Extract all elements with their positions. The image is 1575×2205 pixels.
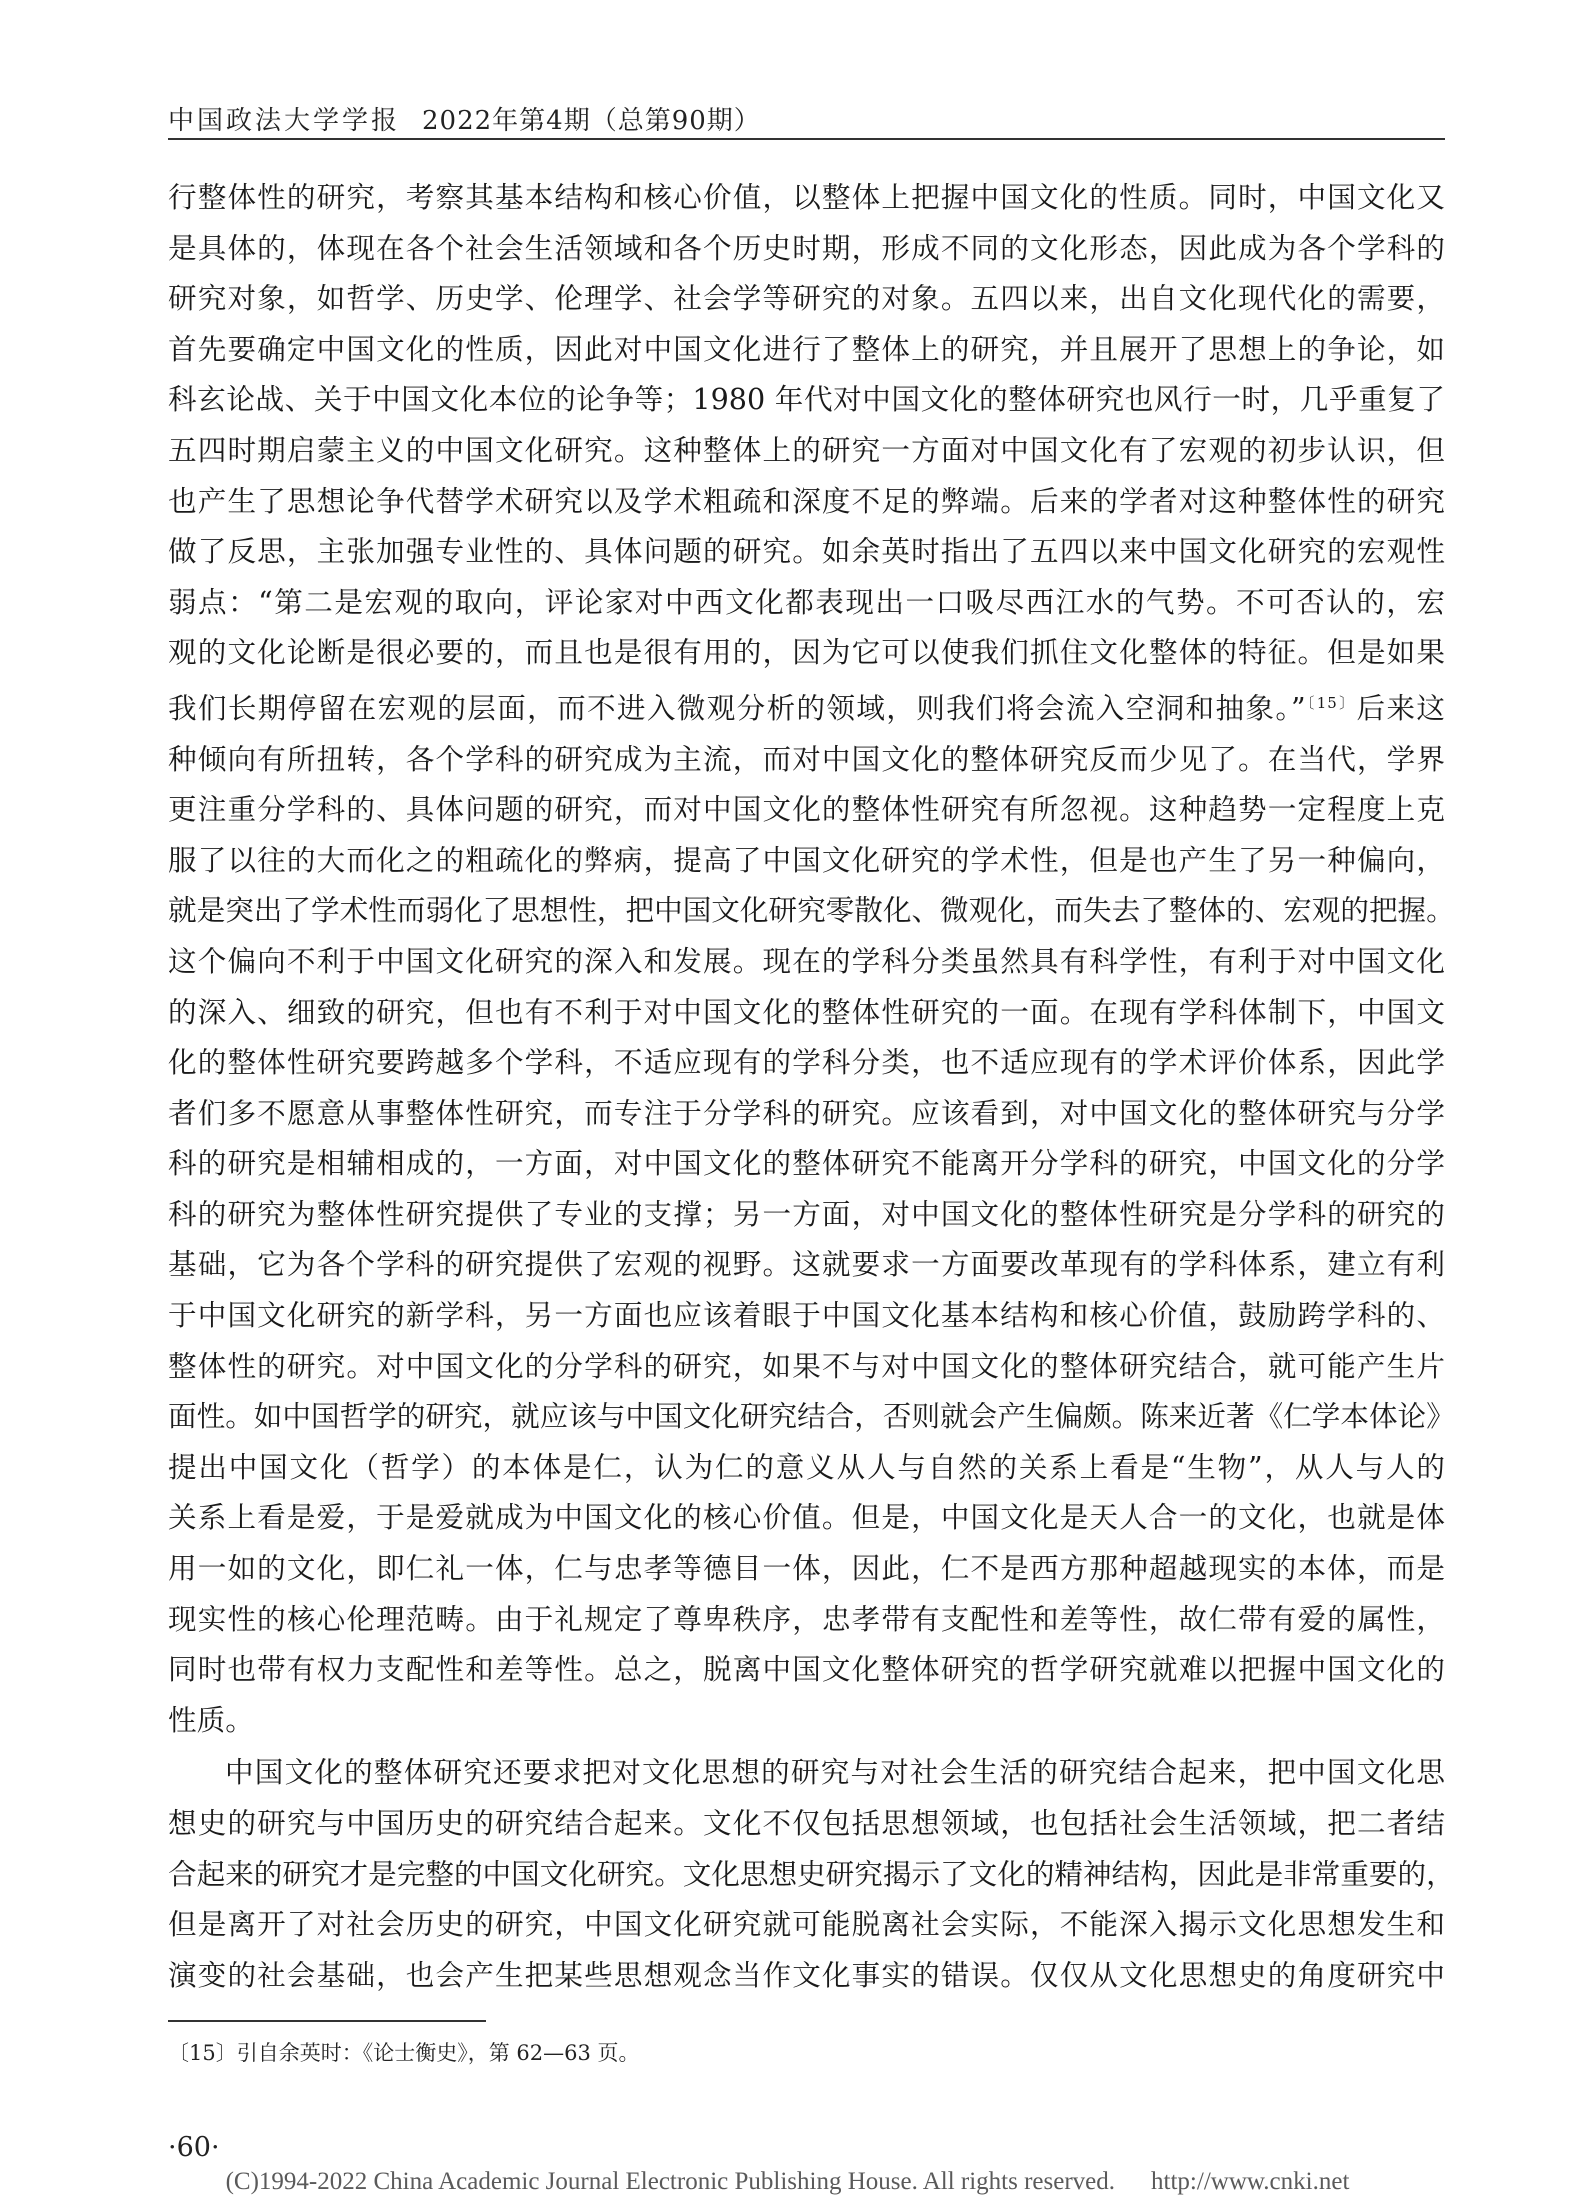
paragraph-1 bbox=[168, 172, 1455, 1745]
cnki-link[interactable]: http://www.cnki.net bbox=[1151, 2168, 1350, 2195]
text-line: 现实性的核心伦理范畴。由于礼规定了尊卑秩序，忠孝带有支配性和差等性，故仁带有爱的属性， bbox=[168, 1601, 1445, 1636]
running-head bbox=[168, 100, 761, 137]
text-line: 关系上看是爱，于是爱就成为中国文化的核心价值。但是，中国文化是天人合一的文化，也就是体 bbox=[168, 1500, 1445, 1535]
copyright-text: (C)1994-2022 China Academic Journal Electronic Publishing House. All rights reserved. bbox=[225, 2168, 1116, 2195]
text-line: 于中国文化研究的新学科，另一方面也应该着眼于中国文化基本结构和核心价值，鼓励跨学科的、 bbox=[168, 1298, 1445, 1333]
body-text bbox=[168, 172, 1455, 2000]
text-line: 服了以往的大而化之的粗疏化的弊病，提高了中国文化研究的学术性，但是也产生了另一种偏向， bbox=[168, 842, 1445, 877]
footnote-rule bbox=[168, 2020, 486, 2022]
text-line: 研究对象，如哲学、历史学、伦理学、社会学等研究的对象。五四以来，出自文化现代化的需要， bbox=[168, 281, 1445, 316]
quote-end: 我们长期停留在宏观的层面，而不进入微观分析的领域，则我们将会流入空洞和抽象。” bbox=[168, 690, 1306, 725]
text-line: 更注重分学科的、具体问题的研究，而对中国文化的整体性研究有所忽视。这种趋势一定程度上克 bbox=[168, 792, 1445, 827]
text-line-with-citation bbox=[168, 678, 1445, 734]
issue-info: 2022年第4期（总第90期） bbox=[422, 106, 761, 136]
text-line: 用一如的文化，即仁礼一体，仁与忠孝等德目一体，因此，仁不是西方那种超越现实的本体，而是 bbox=[168, 1551, 1445, 1586]
text-line: 提出中国文化（哲学）的本体是仁，认为仁的意义从人与自然的关系上看是“生物”，从人与人的 bbox=[168, 1449, 1445, 1484]
text-line: 但是离开了对社会历史的研究，中国文化研究就可能脱离社会实际，不能深入揭示文化思想发生和 bbox=[168, 1907, 1445, 1942]
text-line: 也产生了思想论争代替学术研究以及学术粗疏和深度不足的弊端。后来的学者对这种整体性的研究 bbox=[168, 483, 1445, 518]
copyright-footer bbox=[0, 2168, 1575, 2196]
text-line: 做了反思，主张加强专业性的、具体问题的研究。如余英时指出了五四以来中国文化研究的宏观性 bbox=[168, 534, 1445, 569]
text-line: 种倾向有所扭转，各个学科的研究成为主流，而对中国文化的整体研究反而少见了。在当代，学界 bbox=[168, 741, 1445, 776]
text-line: 者们多不愿意从事整体性研究，而专注于分学科的研究。应该看到，对中国文化的整体研究与分学 bbox=[168, 1095, 1445, 1130]
text-line: 这个偏向不利于中国文化研究的深入和发展。现在的学科分类虽然具有科学性，有利于对中国文化 bbox=[168, 943, 1445, 978]
text-line: 合起来的研究才是完整的中国文化研究。文化思想史研究揭示了文化的精神结构，因此是非常重要的， bbox=[168, 1856, 1455, 1891]
text-line: 科的研究为整体性研究提供了专业的支撑；另一方面，对中国文化的整体性研究是分学科的研究的 bbox=[168, 1196, 1445, 1231]
text-line: 基础，它为各个学科的研究提供了宏观的视野。这就要求一方面要改革现有的学科体系，建立有利 bbox=[168, 1247, 1445, 1282]
journal-title: 中国政法大学学报 bbox=[168, 106, 401, 136]
citation-tail: 后来这 bbox=[1356, 690, 1445, 725]
text-line: 五四时期启蒙主义的中国文化研究。这种整体上的研究一方面对中国文化有了宏观的初步认识，但 bbox=[168, 432, 1445, 467]
text-line: 就是突出了学术性而弱化了思想性，把中国文化研究零散化、微观化，而失去了整体的、宏观的把握。 bbox=[168, 893, 1455, 928]
text-line: 观的文化论断是很必要的，而且也是很有用的，因为它可以使我们抓住文化整体的特征。但是如果 bbox=[168, 635, 1445, 670]
text-line: 中国文化的整体研究还要求把对文化思想的研究与对社会生活的研究结合起来，把中国文化思 bbox=[225, 1755, 1445, 1790]
footnote-15: 〔15〕引自余英时：《论士衡史》，第 62—63 页。 bbox=[168, 2041, 640, 2065]
text-line: 想史的研究与中国历史的研究结合起来。文化不仅包括思想领域，也包括社会生活领域，把二者结 bbox=[168, 1806, 1445, 1840]
citation-marker[interactable]: 〔15〕 bbox=[1305, 693, 1357, 712]
text-line: 科玄论战、关于中国文化本位的论争等；1980 年代对中国文化的整体研究也风行一时，几乎重复了 bbox=[168, 382, 1445, 417]
text-line: 同时也带有权力支配性和差等性。总之，脱离中国文化整体研究的哲学研究就难以把握中国文化的 bbox=[168, 1652, 1445, 1687]
page-number: ·60· bbox=[168, 2132, 220, 2163]
text-line: 性质。 bbox=[168, 1702, 254, 1737]
text-line: 的深入、细致的研究，但也有不利于对中国文化的整体性研究的一面。在现有学科体制下，中国文 bbox=[168, 994, 1445, 1029]
text-line: 弱点：“第二是宏观的取向，评论家对中西文化都表现出一口吸尽西江水的气势。不可否认的，宏 bbox=[168, 584, 1445, 619]
text-line: 化的整体性研究要跨越多个学科，不适应现有的学科分类，也不适应现有的学术评价体系，因此学 bbox=[168, 1045, 1445, 1080]
text-line: 是具体的，体现在各个社会生活领域和各个历史时期，形成不同的文化形态，因此成为各个学科的 bbox=[168, 230, 1445, 265]
text-line: 面性。如中国哲学的研究，就应该与中国文化研究结合，否则就会产生偏颇。陈来近著《仁学本体论》 bbox=[168, 1399, 1455, 1434]
text-line: 演变的社会基础，也会产生把某些思想观念当作文化事实的错误。仅仅从文化思想史的角度研究中 bbox=[168, 1957, 1445, 1992]
text-line: 首先要确定中国文化的性质，因此对中国文化进行了整体上的研究，并且展开了思想上的争论，如 bbox=[168, 331, 1445, 366]
text-line: 科的研究是相辅相成的，一方面，对中国文化的整体研究不能离开分学科的研究，中国文化的分学 bbox=[168, 1146, 1445, 1181]
text-line: 行整体性的研究，考察其基本结构和核心价值，以整体上把握中国文化的性质。同时，中国文化又 bbox=[168, 180, 1445, 214]
paragraph-2 bbox=[168, 1747, 1455, 2000]
header-rule bbox=[168, 138, 1445, 140]
text-line: 整体性的研究。对中国文化的分学科的研究，如果不与对中国文化的整体研究结合，就可能产生片 bbox=[168, 1348, 1445, 1383]
